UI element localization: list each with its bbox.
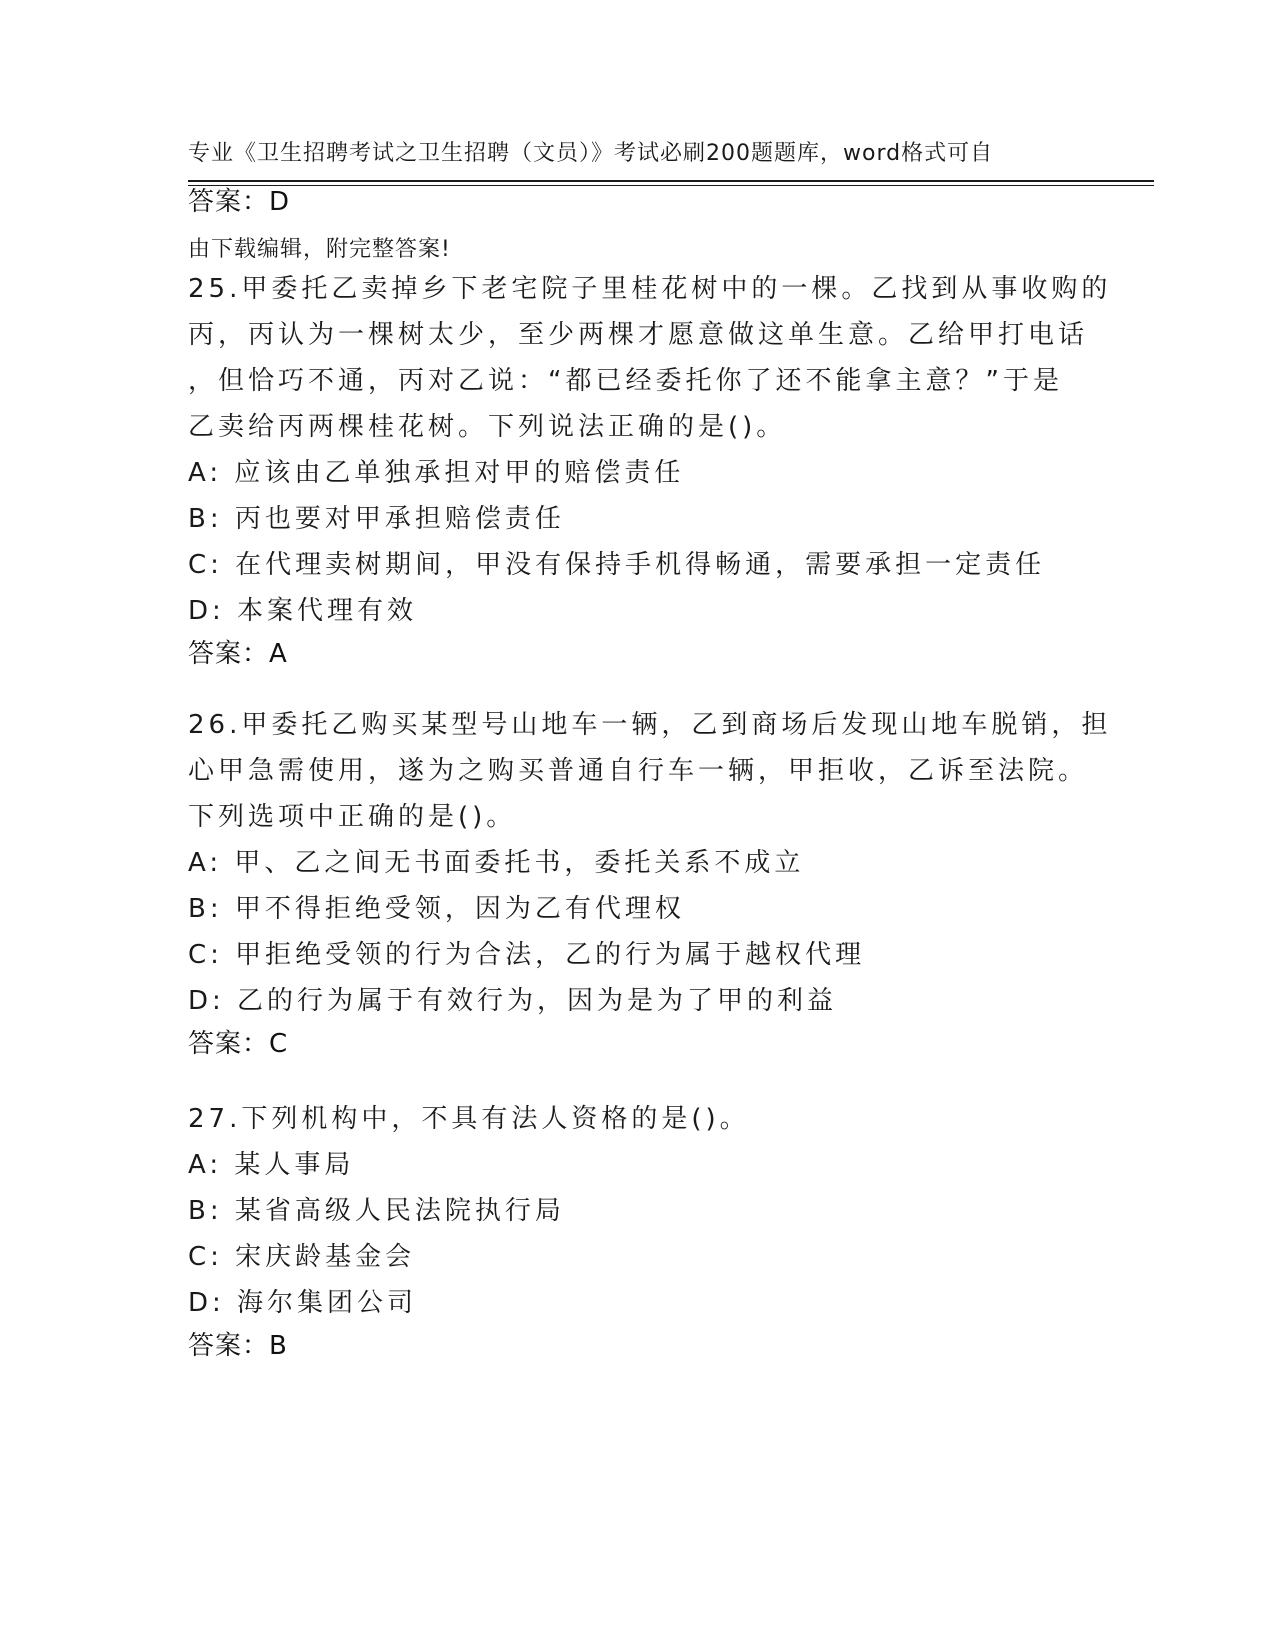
question-stem-line: 25.甲委托乙卖掉乡下老宅院子里桂花树中的一棵。乙找到从事收购的 xyxy=(188,274,1112,304)
answer-label: 答案：B xyxy=(188,1331,288,1361)
question-stem-line: 丙，丙认为一棵树太少，至少两棵才愿意做这单生意。乙给甲打电话 xyxy=(188,320,1089,350)
question-stem-line: 下列选项中正确的是()。 xyxy=(188,802,517,832)
question-stem-line: 乙卖给丙两棵桂花树。下列说法正确的是()。 xyxy=(188,412,787,442)
option-d: D: 乙的行为属于有效行为，因为是为了甲的利益 xyxy=(188,986,838,1016)
option-c: C: 甲拒绝受领的行为合法，乙的行为属于越权代理 xyxy=(188,940,866,970)
header-line-1: 专业《卫生招聘考试之卫生招聘（文员）》考试必刷200题题库，word格式可自 xyxy=(188,141,994,166)
question-stem-line: 26.甲委托乙购买某型号山地车一辆，乙到商场后发现山地车脱销，担 xyxy=(188,710,1112,740)
option-a: A: 甲、乙之间无书面委托书，委托关系不成立 xyxy=(188,848,805,878)
question-stem-line: 27.下列机构中，不具有法人资格的是()。 xyxy=(188,1104,750,1134)
option-b: B: 某省高级人民法院执行局 xyxy=(188,1196,565,1226)
option-d: D: 海尔集团公司 xyxy=(188,1288,418,1318)
question-stem-line: 心甲急需使用，遂为之购买普通自行车一辆，甲拒收，乙诉至法院。 xyxy=(188,756,1089,786)
option-b: B: 甲不得拒绝受领，因为乙有代理权 xyxy=(188,894,685,924)
answer-label: 答案：A xyxy=(188,639,288,669)
question-stem-line: ，但恰巧不通，丙对乙说：“都已经委托你了还不能拿主意？”于是 xyxy=(188,366,1063,396)
header-line-2: 由下载编辑，附完整答案! xyxy=(188,237,451,262)
option-b: B: 丙也要对甲承担赔偿责任 xyxy=(188,504,565,534)
previous-answer: 答案：D xyxy=(188,187,291,217)
option-c: C: 宋庆龄基金会 xyxy=(188,1242,416,1272)
question-26 xyxy=(188,702,1112,1064)
question-25 xyxy=(188,266,1112,674)
question-27 xyxy=(188,1096,1088,1366)
answer-label: 答案：C xyxy=(188,1029,289,1059)
option-c: C: 在代理卖树期间，甲没有保持手机得畅通，需要承担一定责任 xyxy=(188,550,1046,580)
option-a: A: 某人事局 xyxy=(188,1150,355,1180)
option-a: A: 应该由乙单独承担对甲的赔偿责任 xyxy=(188,458,685,488)
option-d: D: 本案代理有效 xyxy=(188,596,418,626)
